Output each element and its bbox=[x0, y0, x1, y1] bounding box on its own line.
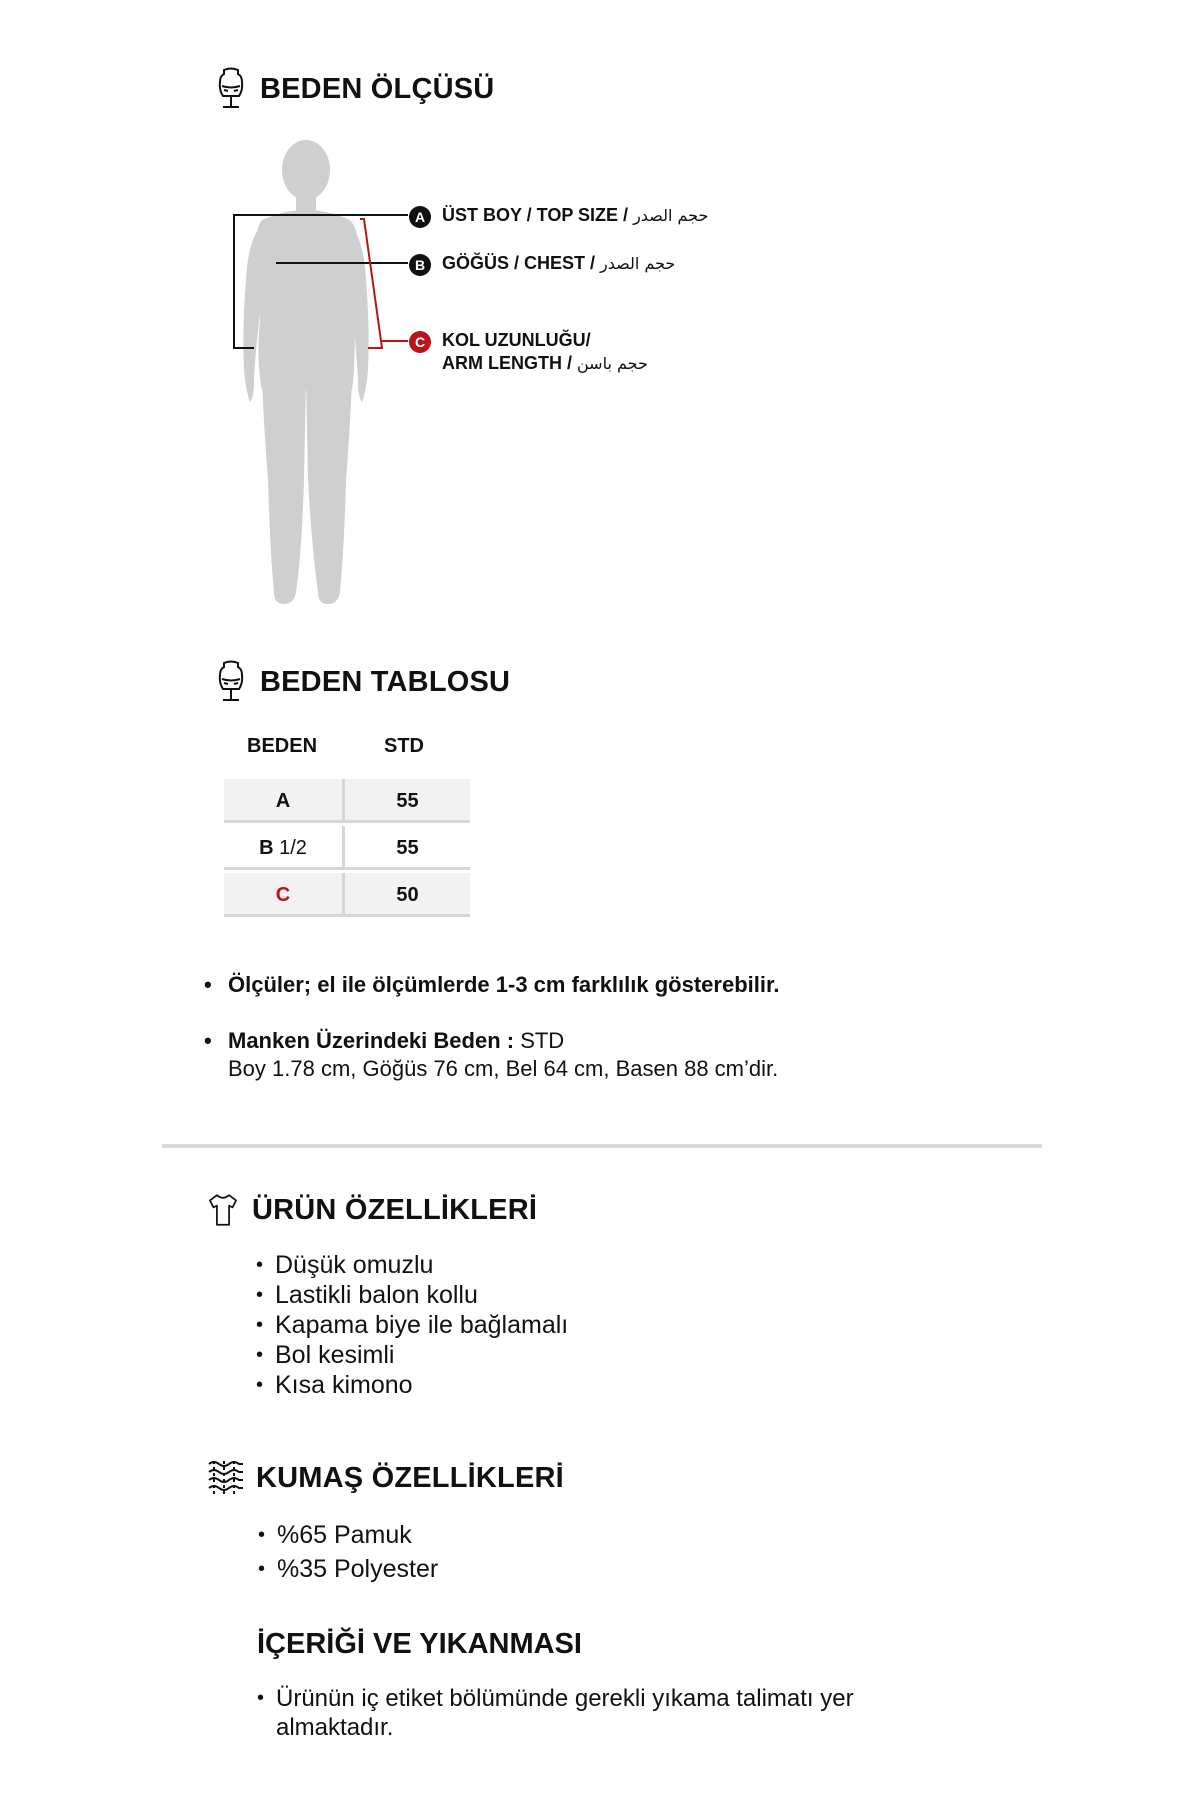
table-header-std: STD bbox=[384, 735, 424, 757]
list-item: • Lastikli balon kollu bbox=[256, 1280, 568, 1310]
model-size-value: STD bbox=[520, 1028, 565, 1053]
label-top-size-arabic: حجم الصدر bbox=[633, 206, 709, 225]
table-row bbox=[224, 873, 470, 917]
list-item: • %65 Pamuk bbox=[258, 1518, 438, 1552]
label-arm-length bbox=[442, 329, 648, 375]
label-arm-length-line1: KOL UZUNLUĞU/ bbox=[442, 330, 591, 350]
label-chest bbox=[442, 252, 675, 275]
badge-a-letter: A bbox=[414, 209, 426, 225]
list-item: • Bol kesimli bbox=[256, 1340, 568, 1370]
fabric-features-title: KUMAŞ ÖZELLİKLERİ bbox=[256, 1461, 564, 1494]
label-chest-text: GÖĞÜS / CHEST / bbox=[442, 253, 601, 273]
model-size-label: Manken Üzerindeki Beden : bbox=[228, 1028, 521, 1053]
model-size-note bbox=[204, 1027, 778, 1083]
table-cell-value: 55 bbox=[396, 836, 419, 859]
label-arm-length-arabic: حجم باسن bbox=[577, 354, 648, 373]
care-text-item bbox=[257, 1684, 957, 1742]
care-text: Ürünün iç etiket bölümünde gerekli yıkama talimatı yer almaktadır. bbox=[276, 1685, 854, 1741]
bullet: • bbox=[204, 1028, 212, 1053]
list-item: • Kapama biye ile bağlamalı bbox=[256, 1310, 568, 1340]
table-cell-size-letter: B bbox=[259, 836, 274, 859]
care-title: İÇERİĞİ VE YIKANMASI bbox=[257, 1628, 582, 1660]
bullet: • bbox=[257, 1687, 265, 1709]
fabric-weave-icon bbox=[206, 1458, 246, 1498]
product-features-title: ÜRÜN ÖZELLİKLERİ bbox=[252, 1193, 538, 1226]
measurement-note bbox=[204, 971, 779, 999]
section-divider bbox=[162, 1144, 1042, 1148]
fabric-features-heading bbox=[206, 1458, 564, 1498]
badge-c-letter: C bbox=[414, 334, 426, 350]
size-table-title: BEDEN TABLOSU bbox=[260, 665, 511, 698]
product-features-heading bbox=[204, 1190, 537, 1230]
badge-b-letter: B bbox=[414, 257, 426, 273]
table-header-size: BEDEN bbox=[247, 735, 318, 757]
label-top-size-text: ÜST BOY / TOP SIZE / bbox=[442, 205, 634, 225]
table-row bbox=[224, 779, 470, 823]
size-guide-heading bbox=[212, 66, 494, 112]
product-features-list bbox=[256, 1250, 568, 1400]
size-table-heading bbox=[212, 659, 510, 705]
list-item: • Düşük omuzlu bbox=[256, 1250, 568, 1280]
list-item: • %35 Polyester bbox=[258, 1552, 438, 1586]
table-cell-size: C bbox=[224, 873, 345, 917]
size-guide-title: BEDEN ÖLÇÜSÜ bbox=[260, 72, 495, 105]
table-row bbox=[224, 826, 470, 870]
label-top-size bbox=[442, 204, 708, 227]
measurement-figure bbox=[228, 130, 748, 610]
label-chest-arabic: حجم الصدر bbox=[600, 254, 676, 273]
fabric-features-list bbox=[258, 1518, 438, 1586]
tshirt-icon bbox=[204, 1190, 242, 1230]
model-measurements: Boy 1.78 cm, Göğüs 76 cm, Bel 64 cm, Basen 88 cm’dir. bbox=[228, 1056, 779, 1081]
dress-form-icon bbox=[212, 659, 250, 705]
table-cell-size: A bbox=[224, 779, 345, 823]
table-cell-size-suffix: 1/2 bbox=[279, 836, 307, 859]
label-arm-length-line2: ARM LENGTH / bbox=[442, 353, 577, 373]
table-cell-size bbox=[224, 826, 345, 870]
bullet: • bbox=[204, 972, 212, 997]
measurement-note-text: Ölçüler; el ile ölçümlerde 1-3 cm farklılık gösterebilir. bbox=[228, 972, 780, 997]
dress-form-icon bbox=[212, 66, 250, 112]
table-cell-value: 50 bbox=[396, 883, 419, 906]
table-cell-value: 55 bbox=[396, 789, 419, 812]
list-item: • Kısa kimono bbox=[256, 1370, 568, 1400]
